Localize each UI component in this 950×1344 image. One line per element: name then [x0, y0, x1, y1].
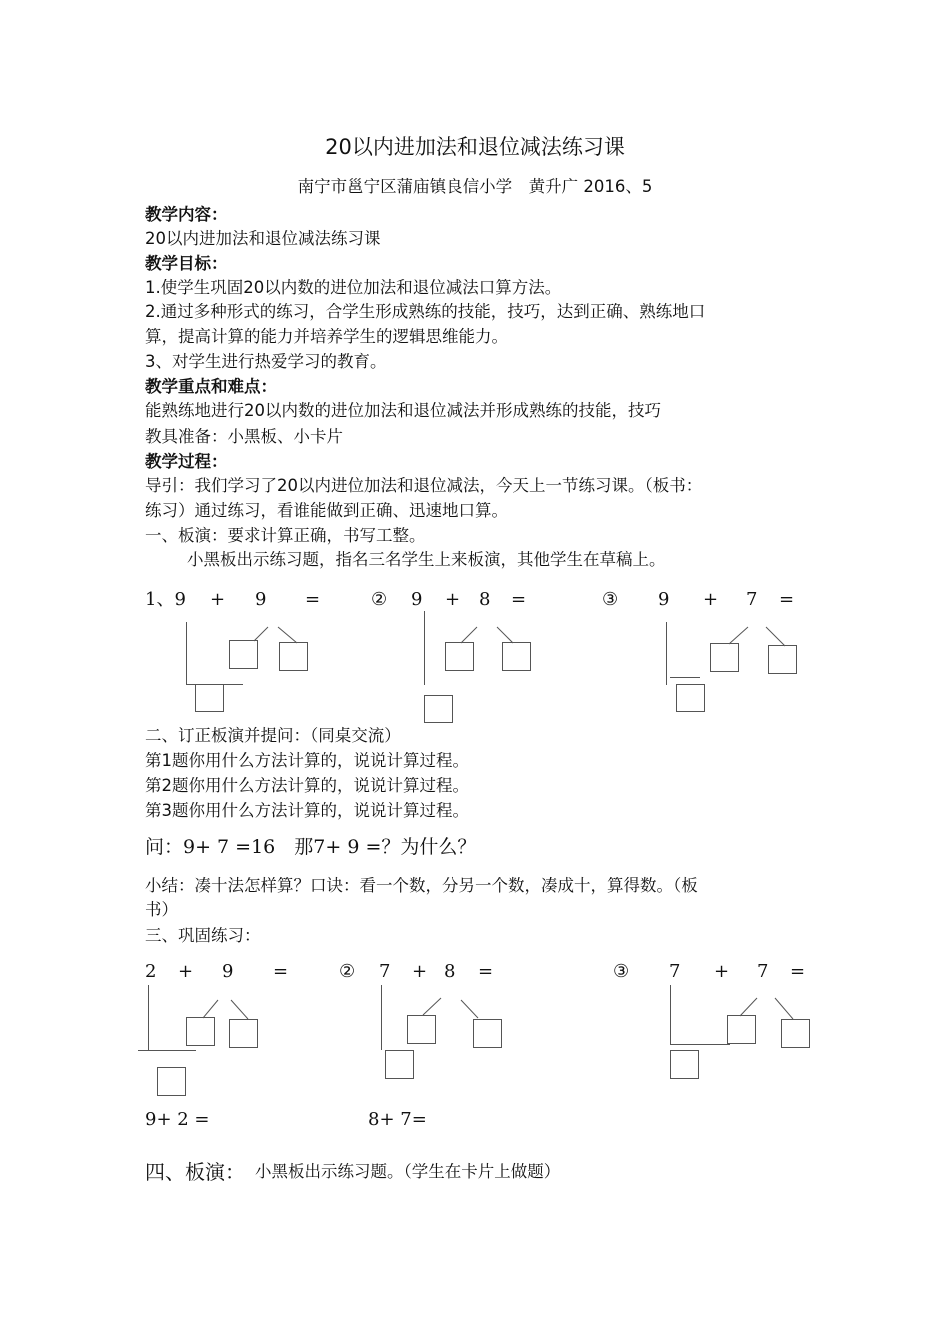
ex2-p1-b: 9	[222, 961, 234, 982]
ex2-p1-vertical-line	[148, 985, 149, 1050]
ex2-p3-split-box-right	[781, 1019, 810, 1048]
ex1-p2-b: 8	[479, 589, 491, 610]
question-1: 第1题你用什么方法计算的，说说计算过程。	[145, 751, 469, 770]
ex1-p3-connector-left	[729, 627, 748, 644]
ex1-p3-split-box-right	[768, 645, 797, 674]
ex1-p3-op: +	[703, 589, 719, 610]
ex1-p3-split-box-left	[710, 643, 739, 672]
ex1-p3-eq: =	[779, 589, 795, 610]
step-1-text: 一、板演：要求计算正确，书写工整。	[145, 526, 426, 545]
ex1-p2-vertical-line	[424, 611, 425, 685]
goals-heading: 教学目标：	[145, 254, 228, 273]
ex2-p3-b: 7	[757, 961, 769, 982]
content-heading: 教学内容：	[145, 205, 228, 224]
ex2-p1-eq: =	[273, 961, 289, 982]
ex2-p3-op: +	[714, 961, 730, 982]
intro-line-1: 导引：我们学习了20以内进位加法和退位减法，今天上一节练习课。（板书：	[145, 476, 703, 495]
ex2-p1-a: 2	[145, 961, 157, 982]
ex1-p2-label: ②	[371, 589, 388, 610]
ex1-p2-answer-box	[424, 695, 453, 723]
ex1-p1-op: +	[210, 589, 226, 610]
ex2-p3-connector-right	[775, 998, 793, 1019]
ex2-p1-connector-right	[231, 1000, 248, 1019]
tools-text: 教具准备：小黑板、小卡片	[145, 427, 343, 446]
ex1-p2-eq: =	[511, 589, 527, 610]
ex1-p3-connector-right	[766, 627, 785, 646]
ex1-p2-connector-left	[461, 627, 477, 643]
author-line: 南宁市邕宁区蒲庙镇良信小学 黄升广 2016、5	[297, 177, 653, 196]
ex1-p1-vertical-line	[186, 622, 187, 685]
ex1-p2-connector-right	[497, 627, 513, 643]
ex2-p2-connector-right	[461, 1000, 478, 1018]
ex2-p3-a: 7	[669, 961, 681, 982]
intro-line-2: 练习）通过练习，看谁能做到正确、迅速地口算。	[145, 501, 508, 520]
ex1-p2-split-box-left	[445, 642, 474, 671]
extra-problem-1: 9+ 2 =	[145, 1109, 210, 1130]
extra-problem-2: 8+ 7=	[368, 1109, 427, 1130]
ex1-p3-horizontal-line	[670, 677, 700, 678]
question-3: 第3题你用什么方法计算的，说说计算过程。	[145, 801, 469, 820]
ex2-p2-a: 7	[379, 961, 391, 982]
ex2-p2-vertical-line	[381, 985, 382, 1050]
ex1-p2-split-box-right	[502, 642, 531, 671]
summary-line-1: 小结：凑十法怎样算？口诀：看一个数，分另一个数，凑成十，算得数。（板	[145, 876, 698, 895]
ex2-p1-horizontal-line	[138, 1050, 196, 1051]
ex1-p1-split-box-left	[229, 640, 258, 669]
ex1-p1-connector-left	[254, 627, 268, 641]
key-points-heading: 教学重点和难点：	[145, 377, 277, 396]
ex2-p3-split-box-left	[727, 1015, 756, 1044]
ex2-p3-vertical-line	[670, 985, 671, 1045]
ex1-p1-split-box-right	[279, 642, 308, 671]
step-1-detail: 小黑板出示练习题，指名三名学生上来板演，其他学生在草稿上。	[187, 550, 666, 569]
ex2-p1-answer-box	[157, 1067, 186, 1096]
ex2-p3-answer-box	[670, 1050, 699, 1079]
document-title: 20以内进加法和退位减法练习课	[325, 135, 625, 159]
goal-item-3: 3、对学生进行热爱学习的教育。	[145, 352, 387, 371]
ex1-p1-b: 9	[255, 589, 267, 610]
ex2-p3-eq: =	[790, 961, 806, 982]
ex1-p3-answer-box	[676, 684, 705, 712]
step-2-text: 二、订正板演并提问：（同桌交流）	[145, 726, 401, 745]
ex2-p1-split-box-right	[229, 1019, 258, 1048]
ex2-p2-connector-left	[423, 998, 441, 1015]
process-heading: 教学过程：	[145, 452, 228, 471]
ex1-p3-b: 7	[746, 589, 758, 610]
question-why: 问：9+ 7 =16 那7+ 9 =？为什么？	[145, 836, 477, 858]
ex1-p1-label: 1、9	[145, 589, 186, 610]
goal-item-2-line-2: 算，提高计算的能力并培养学生的逻辑思维能力。	[145, 327, 508, 346]
question-2: 第2题你用什么方法计算的，说说计算过程。	[145, 776, 469, 795]
step-4-label: 四、板演：	[145, 1160, 245, 1184]
ex2-p2-split-box-right	[473, 1019, 502, 1048]
ex1-p3-label: ③	[602, 589, 619, 610]
ex2-p1-split-box-left	[186, 1017, 215, 1046]
ex1-p1-eq: =	[305, 589, 321, 610]
ex1-p2-a: 9	[411, 589, 423, 610]
ex1-p1-answer-box	[195, 684, 224, 712]
ex1-p2-op: +	[445, 589, 461, 610]
ex2-p2-eq: =	[478, 961, 494, 982]
goal-item-2-line-1: 2.通过多种形式的练习，合学生形成熟练的技能，技巧，达到正确、熟练地口	[145, 302, 706, 321]
step-3-text: 三、巩固练习：	[145, 926, 261, 945]
ex2-p1-connector-left	[203, 1000, 218, 1018]
summary-line-2: 书）	[145, 900, 178, 919]
key-points-text: 能熟练地进行20以内数的进位加法和退位减法并形成熟练的技能，技巧	[145, 401, 661, 420]
ex2-p2-b: 8	[444, 961, 456, 982]
goal-item-1: 1.使学生巩固20以内数的进位加法和退位减法口算方法。	[145, 278, 562, 297]
ex2-p3-connector-left	[740, 998, 757, 1016]
ex2-p2-split-box-left	[407, 1015, 436, 1044]
ex2-p2-op: +	[412, 961, 428, 982]
content-text: 20以内进加法和退位减法练习课	[145, 229, 381, 248]
ex2-p3-label: ③	[613, 961, 630, 982]
step-4-text: 小黑板出示练习题。（学生在卡片上做题）	[255, 1162, 561, 1181]
ex1-p3-a: 9	[658, 589, 670, 610]
ex2-p3-horizontal-line	[670, 1044, 730, 1045]
ex2-p1-op: +	[178, 961, 194, 982]
ex2-p2-answer-box	[385, 1050, 414, 1079]
ex2-p2-label: ②	[339, 961, 356, 982]
ex1-p1-connector-right	[278, 627, 297, 643]
ex1-p3-vertical-line	[666, 622, 667, 685]
